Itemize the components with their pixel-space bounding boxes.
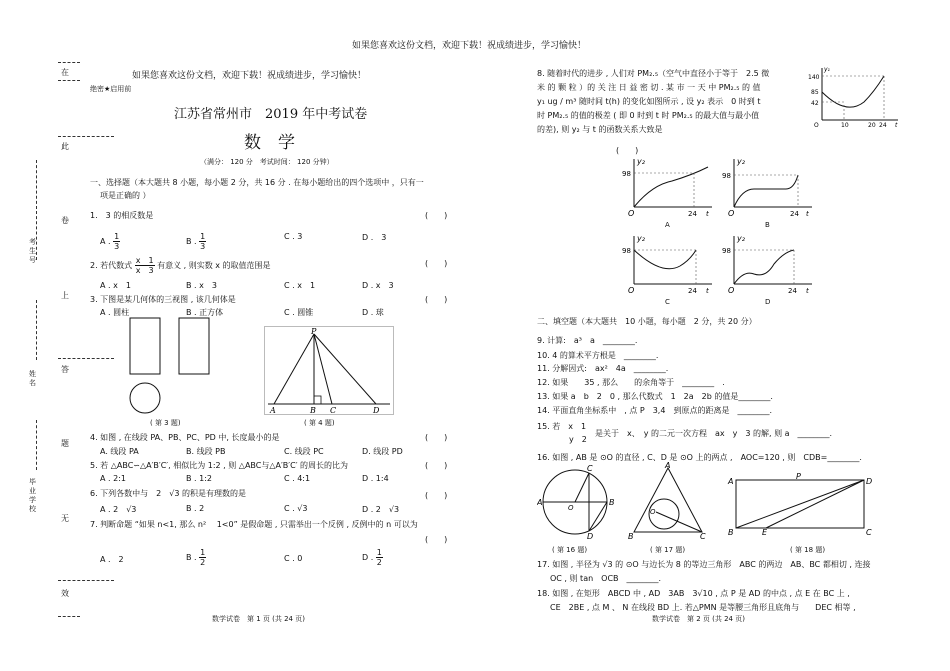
svg-text:y₂: y₂: [637, 234, 645, 243]
q6-option-b: B . 2: [186, 504, 205, 513]
question-10: 10. 4 的算术平方根是 ________.: [537, 351, 659, 360]
q1-option-c: C . 3: [284, 232, 303, 241]
svg-text:t: t: [706, 287, 709, 294]
section2-heading: 二、填空题（本大题共 10 小题，每小题 2 分，共 20 分）: [537, 317, 757, 326]
svg-text:D: D: [587, 532, 594, 540]
q1-option-a: A . $\frac{1}{3}$: [100, 232, 120, 251]
q5-option-d: D . 1:4: [362, 474, 389, 483]
margin-char: 在: [61, 68, 69, 77]
svg-text:t: t: [706, 210, 709, 217]
svg-text:24: 24: [688, 210, 697, 217]
banner-left: 如果您喜欢这份文档，欢迎下载！祝成绩进步，学习愉快！: [132, 71, 367, 81]
question-7: 7. 判断命题 “如果 n<1, 那么 n² 1<0” 是假命题 , 只需举出一个反例 , 反例中的 n 可以为: [90, 520, 418, 529]
answer-bracket: ( ): [425, 433, 448, 442]
q6-option-d: D . 2 √3: [362, 505, 400, 514]
question-18: 18. 如图 , 在矩形 ABCD 中 , AD 3AB 3√10 , 点 P 是 AD 的中点 , 点 E 在 BC 上 ,: [537, 589, 850, 598]
question-17-cont: OC , 则 tan OCB ________.: [550, 574, 662, 583]
q8-xtick: t: [895, 122, 898, 128]
svg-text:y₂: y₂: [737, 234, 745, 243]
q8-option-b-label: B: [765, 221, 770, 229]
page-footer-1: 数学试卷 第 1 页 (共 24 页): [212, 615, 305, 623]
fig4-label-c: C: [330, 406, 337, 415]
question-15-tail: 是关于 x、 y 的二元一次方程 ax y 3 的解, 则 a ________.: [595, 429, 833, 438]
q8-option-a-label: A: [665, 221, 670, 229]
margin-char: 题: [61, 439, 69, 448]
question-11: 11. 分解因式: ax² 4a ________.: [537, 364, 669, 373]
svg-text:24: 24: [688, 287, 697, 294]
fig4-label-p: P: [311, 327, 317, 336]
q3-option-b: B . 正方体: [186, 308, 224, 317]
svg-text:O: O: [650, 508, 656, 516]
margin-char: 效: [61, 589, 69, 598]
q8-option-graph-c: [622, 232, 717, 294]
q4-option-c: C. 线段 PC: [284, 447, 324, 456]
svg-text:E: E: [762, 528, 768, 536]
exam-meta: （满分： 120 分 考试时间： 120 分钟）: [200, 158, 334, 166]
margin-field-name: 姓名: [29, 370, 36, 387]
svg-text:O: O: [728, 286, 735, 294]
svg-text:24: 24: [788, 287, 797, 294]
question-2: 2. 若代数式 $\frac{x 1}{x 3}$ 有意义 , 则实数 x 的取值范围是: [90, 256, 271, 275]
fig4-label-a: A: [270, 406, 276, 415]
question-13: 13. 如果 a b 2 0 , 那么代数式 1 2a 2b 的值是________.: [537, 392, 773, 401]
svg-text:y₂: y₂: [637, 157, 645, 166]
svg-text:24: 24: [790, 210, 799, 217]
q8-graph-y1: [808, 64, 903, 128]
margin-char: 此: [61, 142, 69, 151]
svg-text:B: B: [609, 498, 615, 507]
question-8: 8. 随着时代的进步 , 人们对 PM₂.₅（空气中直径小于等于 2.5 微 米 的 颗 粒 ）的 关 注 日 益 密 切 . 某 市 一 天 中 PM₂.₅ 的 值 y₁ ug / m³ 随时间 t(h) 的变化如图所示 , 设 y₂ 表示 0 时到 t 时 PM₂.₅ 的值的极差 ( 即 0 时到 t 时 PM₂.₅ 的最大值与最小值 的差), 则 y₂ 与 t 的函数关系大致是: [537, 69, 770, 134]
q4-option-b: B. 线段 PB: [186, 447, 226, 456]
q5-option-a: A . 2:1: [100, 474, 126, 483]
svg-text:A: A: [665, 462, 671, 470]
figure-16-circle: [537, 462, 617, 540]
margin-field-school: 毕业学校: [29, 478, 36, 513]
question-16: 16. 如图 , AB 是 ⊙O 的直径 , C、D 是 ⊙O 上的两点 , AOC=120 , 则 CDB=________.: [537, 453, 862, 462]
answer-bracket: ( ): [425, 535, 448, 544]
figure-17-triangle: [628, 462, 708, 540]
section1-heading-cont: 项是正确的 ）: [100, 191, 151, 200]
q8-xtick: O: [814, 122, 819, 128]
question-4: 4. 如图 , 在线段 PA、PB、PC、PD 中, 长度最小的是: [90, 433, 280, 442]
q7-option-c: C . 0: [284, 554, 303, 563]
q2-option-b: B . x 3: [186, 281, 217, 290]
q8-option-graph-b: [722, 155, 817, 217]
q6-option-c: C . √3: [284, 504, 308, 513]
answer-bracket: ( ): [616, 146, 639, 155]
figure-4-caption: ( 第 4 题): [304, 419, 335, 427]
margin-char: 上: [61, 291, 69, 300]
svg-text:C: C: [587, 464, 593, 473]
top-banner: 如果您喜欢这份文档，欢迎下载！祝成绩进步，学习愉快！: [352, 41, 587, 51]
exam-title: 江苏省常州市 2019 年中考试卷: [174, 107, 368, 122]
fig4-label-d: D: [373, 406, 380, 415]
q8-option-graph-a: [622, 155, 717, 217]
figure-4-segments: [264, 326, 394, 416]
q7-option-d: D . $\frac{1}{2}$: [362, 548, 382, 567]
svg-text:y₂: y₂: [737, 157, 745, 166]
q8-option-d-label: D: [765, 298, 771, 306]
svg-text:O: O: [628, 209, 635, 217]
question-3: 3. 下图是某几何体的三视图 , 该几何体是: [90, 295, 236, 304]
svg-text:t: t: [806, 210, 809, 217]
answer-bracket: ( ): [425, 211, 448, 220]
svg-text:98: 98: [722, 172, 731, 180]
margin-char: 答: [61, 365, 69, 374]
answer-bracket: ( ): [425, 491, 448, 500]
q3-option-a: A . 圆柱: [100, 308, 130, 317]
figure-16-caption: ( 第 16 题): [552, 546, 588, 554]
section1-heading: 一、选择题（本大题共 8 小题，每小题 2 分，共 16 分 . 在每小题给出的四个选项中 ，只有一: [90, 178, 424, 187]
q8-y1-label: y₁: [824, 66, 830, 73]
q5-option-c: C . 4:1: [284, 474, 311, 483]
q7-option-a: A . 2: [100, 555, 124, 564]
question-1: 1. 3 的相反数是: [90, 211, 154, 220]
margin-char: 卷: [61, 216, 69, 225]
q1-option-b: B . $\frac{1}{3}$: [186, 232, 206, 251]
answer-bracket: ( ): [425, 259, 448, 268]
svg-text:98: 98: [622, 247, 631, 255]
svg-text:A: A: [537, 498, 543, 507]
q8-option-c-label: C: [665, 298, 670, 306]
answer-bracket: ( ): [425, 461, 448, 470]
svg-text:A: A: [728, 477, 734, 486]
margin-char: 无: [61, 514, 69, 523]
svg-text:O: O: [628, 286, 635, 294]
svg-text:P: P: [796, 472, 801, 481]
q8-ytick: 140: [808, 74, 820, 81]
figure-3-caption: ( 第 3 题): [150, 419, 181, 427]
q8-xtick: 20: [868, 122, 876, 128]
question-5: 5. 若 △ABC∽△A′B′C′, 相似比为 1:2 , 则 △ABC与△A′B′C′ 的周长的比为: [90, 461, 349, 470]
q8-xtick: 24: [879, 122, 887, 128]
q3-option-d: D . 球: [362, 308, 384, 317]
question-15: 15. 若 x 1: [537, 422, 587, 431]
svg-text:t: t: [806, 287, 809, 294]
q8-option-graph-d: [722, 232, 817, 294]
margin-field-examno: 考生号: [29, 238, 36, 264]
q4-option-d: D. 线段 PD: [362, 447, 403, 456]
figure-18-rectangle: [726, 472, 876, 536]
q2-option-c: C . x 1: [284, 281, 316, 290]
q3-option-c: C . 圆锥: [284, 308, 314, 317]
q5-option-b: B . 1:2: [186, 474, 212, 483]
figure-3-three-views: [125, 316, 215, 416]
question-14: 14. 平面直角坐标系中 , 点 P 3,4 到原点的距离是 ________.: [537, 406, 772, 415]
figure-18-caption: ( 第 18 题): [790, 546, 826, 554]
q8-ytick: 85: [811, 89, 819, 96]
fig4-label-b: B: [310, 406, 316, 415]
svg-text:O: O: [728, 209, 735, 217]
svg-text:98: 98: [722, 247, 731, 255]
q2-option-d: D . x 3: [362, 281, 394, 290]
figure-17-caption: ( 第 17 题): [650, 546, 686, 554]
subject-title: 数 学: [244, 133, 295, 153]
svg-text:B: B: [628, 532, 634, 540]
q8-xtick: 10: [841, 122, 849, 128]
question-6: 6. 下列各数中与 2 √3 的积是有理数的是: [90, 489, 246, 498]
q8-ytick: 42: [811, 100, 819, 107]
svg-text:B: B: [728, 528, 734, 536]
svg-text:O: O: [568, 504, 574, 512]
q1-option-d: D . 3: [362, 233, 387, 242]
svg-text:C: C: [700, 532, 706, 540]
q4-option-a: A. 线段 PA: [100, 447, 139, 456]
svg-text:98: 98: [622, 170, 631, 178]
question-9: 9. 计算: a³ a ________.: [537, 336, 638, 345]
page-footer-2: 数学试卷 第 2 页 (共 24 页): [652, 615, 745, 623]
question-17: 17. 如图 , 半径为 √3 的 ⊙O 与边长为 8 的等边三角形 ABC 的两边 AB、BC 都相切 , 连接: [537, 560, 871, 569]
answer-bracket: ( ): [425, 295, 448, 304]
question-15-eq2: y 2: [569, 435, 587, 444]
q2-option-a: A . x 1: [100, 281, 131, 290]
question-12: 12. 如果 35 , 那么 的余角等于 ________ .: [537, 378, 725, 387]
svg-text:C: C: [866, 528, 872, 536]
svg-text:D: D: [866, 477, 873, 486]
question-18-cont: CE 2BE , 点 M 、 N 在线段 BD 上. 若△PMN 是等腰三角形且底角与 DEC 相等 ,: [550, 603, 856, 612]
secret-label: 绝密★启用前: [90, 85, 132, 93]
q6-option-a: A . 2 √3: [100, 505, 137, 514]
q7-option-b: B . $\frac{1}{2}$: [186, 548, 206, 567]
